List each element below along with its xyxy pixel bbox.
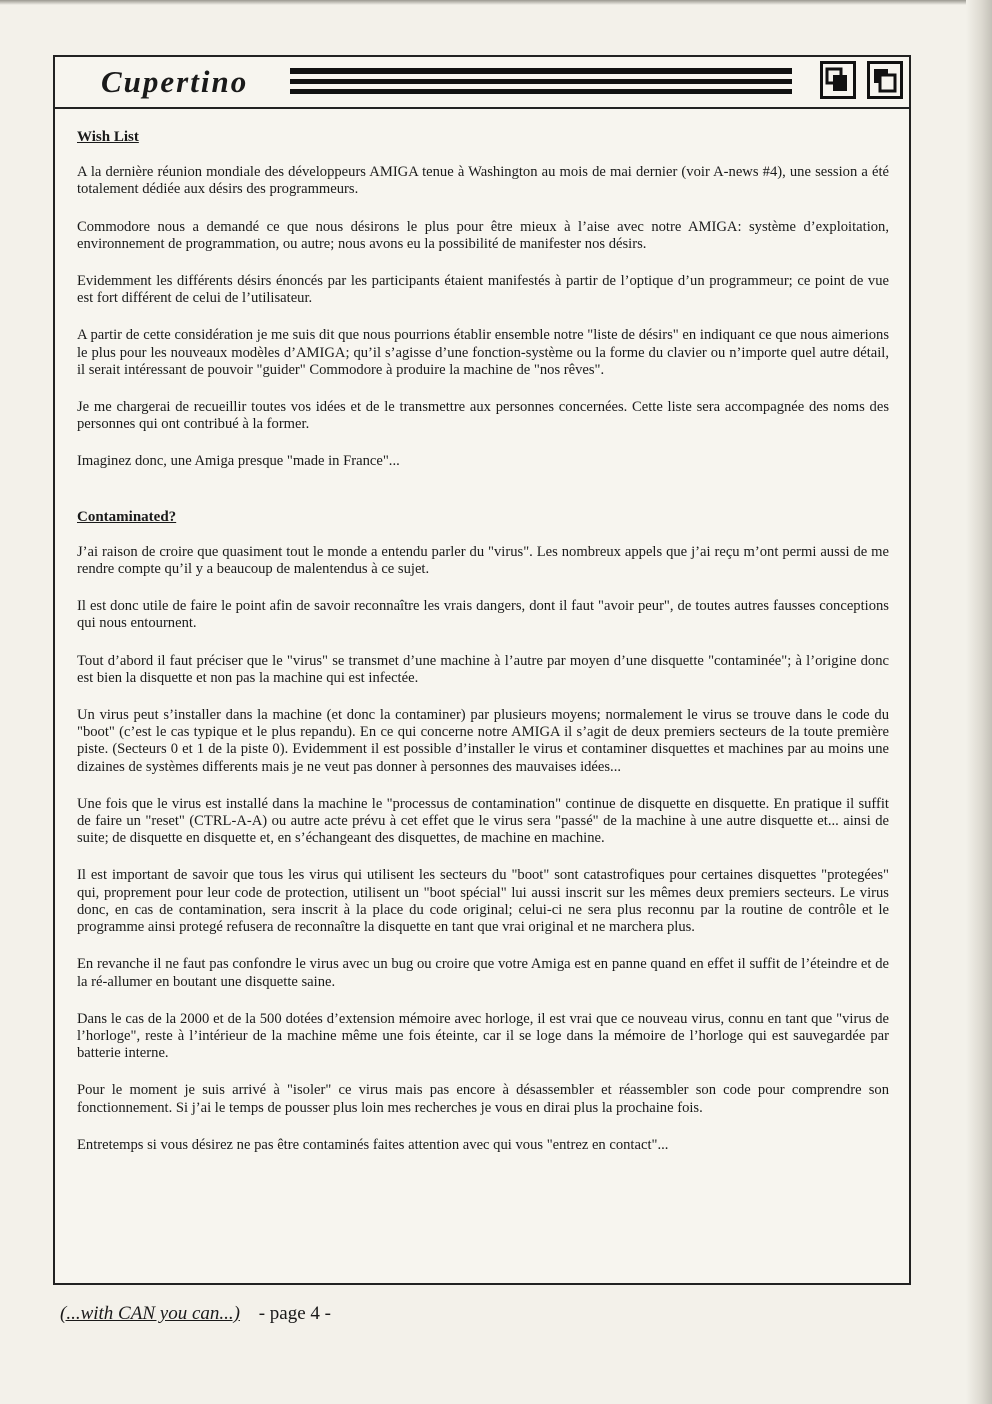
paragraph: En revanche il ne faut pas confondre le virus avec un bug ou croire que votre Amiga est en panne quand en effet il suffit de l’éteindre et de la ré-allumer en boutant une disquette saine.: [77, 956, 889, 990]
paragraph: Une fois que le virus est installé dans la machine le "processus de contamination" continue de disquette en disquette. En pratique il suffit de faire un "reset" (CTRL-A-A) ou autre acte prévu à cet effet que le virus sera "passé" de la machine à une autre disquette et... ainsi de suite; de disquette en disquette et, en s’échangeant des disquettes, de machine en machine.: [77, 795, 889, 847]
page-footer: [60, 1303, 331, 1325]
paragraph: Tout d’abord il faut préciser que le "virus" se transmet d’une machine à l’autre par moyen d’une disquette "contaminée"; à l’origine donc est bien la disquette et non pas la machine qui est infectée.: [77, 652, 889, 686]
paragraph: A la dernière réunion mondiale des développeurs AMIGA tenue à Washington au mois de mai dernier (voir A-news #4), une session a été totalement dédiée aux désirs des programmeurs.: [77, 164, 889, 198]
section-spacer: [77, 491, 889, 509]
masthead-rules: [290, 66, 792, 96]
masthead-title: Cupertino: [101, 64, 249, 99]
paragraph: A partir de cette considération je me suis dit que nous pourrions établir ensemble notre "liste de désirs" en indiquant ce que nous aimerions le plus pour les nouveaux modèles d’AMIGA; qu’il s’agisse d’une fonction-système ou la forme du clavier ou n’importe quel autre détail, il serait intéressant de pouvoir "guider" Commodore à produire la machine de "nos rêves".: [77, 327, 889, 378]
page-number: - page 4 -: [258, 1303, 331, 1324]
section-wish-list: [77, 129, 889, 471]
paragraph: Un virus peut s’installer dans la machine (et donc la contaminer) par plusieurs moyens; normalement le virus se trouve dans le code du "boot" (c’est le cas typique et le plus repandu). En ce qui concerne notre AMIGA il s’agit de deux premiers secteurs de la toute première piste. (Secteurs 0 et 1 de la piste 0). Evidemment il est possible d’installer le virus et contaminer disquettes et machines par au moins une dizaines de systèmes differents mais je ne veut pas donner à personnes des mauvaises idées...: [77, 707, 889, 775]
masthead-rule: [290, 68, 792, 74]
section-heading: Wish List: [77, 129, 139, 145]
paragraph: Je me chargerai de recueillir toutes vos idées et de le transmettre aux personnes concernées. Cette liste sera accompagnée des noms des personnes qui ont contribué à la former.: [77, 399, 889, 433]
paragraph: Imaginez donc, une Amiga presque "made in France"...: [77, 453, 400, 470]
masthead-rule: [290, 89, 792, 94]
paragraph: Il est donc utile de faire le point afin de savoir reconnaître les vrais dangers, dont il faut "avoir peur", de toutes autres fausses conceptions qui nous entournent.: [77, 598, 889, 632]
paragraph: Pour le moment je suis arrivé à "isoler" ce virus mais pas encore à désassembler et réassembler son code pour comprendre son fonctionnement. Si j’ai le temps de pousser plus loin mes recherches je vous en dirai plus la prochaine fois.: [77, 1082, 889, 1116]
page-right-edge: [966, 0, 992, 1404]
paragraph: Evidemment les différents désirs énoncés par les participants étaient manifestés à partir de l’optique d’un programmeur; ce point de vue est fort différent de celui de l’utilisateur.: [77, 273, 889, 307]
paragraph: Dans le cas de la 2000 et de la 500 dotées d’extension mémoire avec horloge, il est vrai que ce nouveau virus, connu en tant que "virus de l’horloge", reste à l’intérieur de la machine même une fois éteinte, car il se loge dans la mémoire de l’horloge qui est sauvegardée par batterie interne.: [77, 1010, 889, 1062]
article-body: [77, 129, 889, 1154]
footer-slogan: (...with CAN you can...): [60, 1303, 240, 1324]
window-logo-icon: [820, 61, 856, 99]
paragraph: Commodore nous a demandé ce que nous désirons le plus pour être mieux à l’aise avec notre AMIGA: système d’exploitation, environnement de programmation, ou autre; nous avons eu la possibilité de manifester nos désirs.: [77, 218, 889, 252]
section-heading: Contaminated?: [77, 508, 177, 525]
page-top-edge: [0, 0, 992, 5]
paragraph: Entretemps si vous désirez ne pas être contaminés faites attention avec qui vous "entrez en contact"...: [77, 1136, 669, 1153]
paragraph: J’ai raison de croire que quasiment tout le monde a entendu parler du "virus". Les nombreux appels que j’ai reçu m’ont permi aussi de me rendre compte qu’il y a beaucoup de malentendus à ce sujet.: [77, 543, 889, 578]
masthead: [55, 57, 909, 109]
paragraph: Il est important de savoir que tous les virus qui utilisent les secteurs du "boot" sont catastrofiques pour certaines disquettes "protegées" qui, proprement pour leur code de protection, utilisent un "boot spécial" lui aussi inscrit sur les mêmes deux premiers secteurs. Le virus donc, en cas de contamination, sera inscrit à la place du code original; celui-ci ne sera plus reconnu par la routine de contrôle et le programme ainsi protegé refusera de reconnaître la disquette en tant que vrai original et ne marchera plus.: [77, 867, 889, 936]
masthead-rule: [290, 79, 792, 84]
section-contaminated: [77, 509, 889, 1154]
window-logo-icon: [867, 61, 903, 99]
